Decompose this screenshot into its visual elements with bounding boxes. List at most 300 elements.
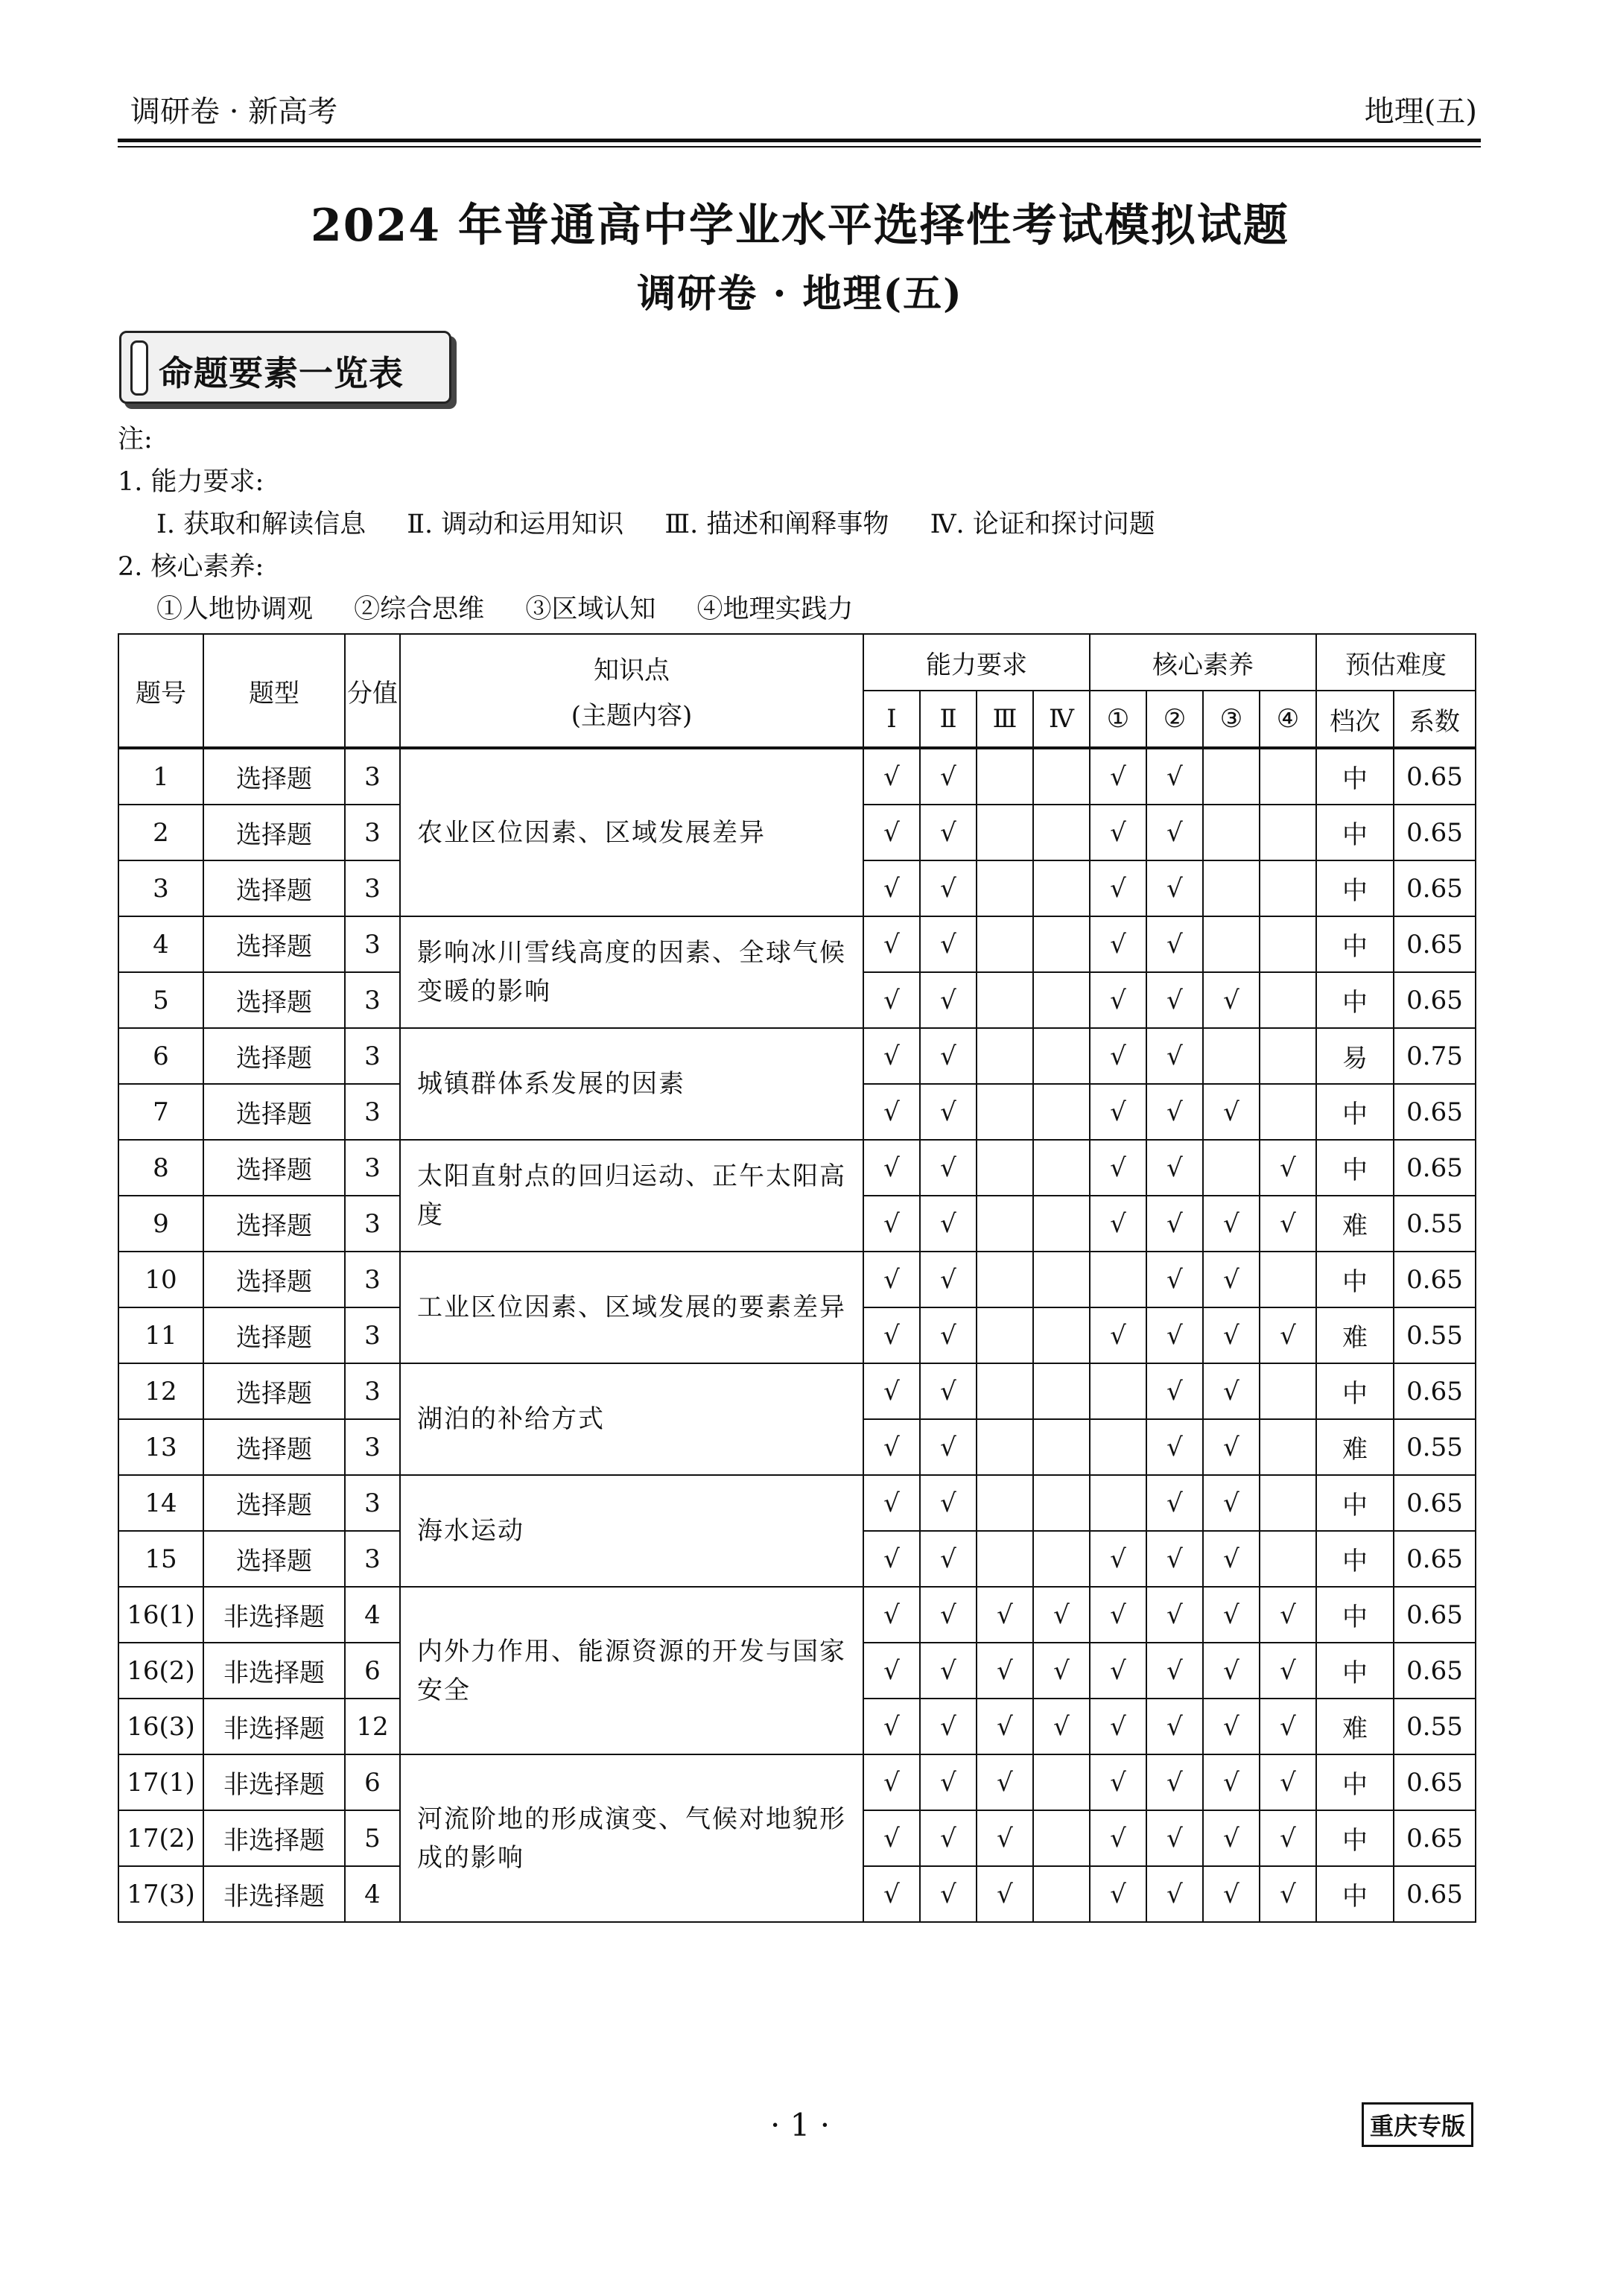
- cell-level: 难: [1316, 1307, 1394, 1363]
- cell-ability-check: √: [920, 916, 977, 972]
- cell-coef: 0.65: [1394, 1531, 1476, 1587]
- cell-literacy-check: √: [1146, 1866, 1203, 1922]
- cell-no: 9: [118, 1196, 203, 1252]
- cell-coef: 0.55: [1394, 1307, 1476, 1363]
- cell-topic: 农业区位因素、区域发展差异: [400, 748, 863, 916]
- cell-ability-check: [1033, 1866, 1090, 1922]
- cell-coef: 0.55: [1394, 1196, 1476, 1252]
- ability-list: [118, 504, 1481, 546]
- cell-coef: 0.65: [1394, 1866, 1476, 1922]
- cell-ability-check: √: [920, 1475, 977, 1531]
- cell-score: 4: [345, 1866, 400, 1922]
- cell-ability-check: √: [863, 1754, 920, 1810]
- cell-literacy-check: √: [1146, 1643, 1203, 1699]
- cell-literacy-check: √: [1260, 1307, 1316, 1363]
- cell-type: 选择题: [203, 1252, 345, 1307]
- cell-literacy-check: √: [1146, 1699, 1203, 1754]
- cell-no: 3: [118, 860, 203, 916]
- cell-ability-check: √: [863, 748, 920, 805]
- cell-coef: 0.65: [1394, 916, 1476, 972]
- cell-ability-check: √: [863, 805, 920, 860]
- cell-coef: 0.65: [1394, 805, 1476, 860]
- page-number: · 1 ·: [769, 2107, 831, 2143]
- cell-no: 17(3): [118, 1866, 203, 1922]
- cell-ability-check: [1033, 1419, 1090, 1475]
- cell-literacy-check: [1203, 916, 1260, 972]
- cell-level: 中: [1316, 860, 1394, 916]
- cell-ability-check: [1033, 805, 1090, 860]
- header-subject: 地理(五): [1364, 95, 1477, 129]
- cell-ability-check: [977, 805, 1033, 860]
- cell-literacy-check: [1260, 1084, 1316, 1140]
- cell-literacy-check: √: [1146, 1307, 1203, 1363]
- header-literacy-col: ①: [1090, 691, 1146, 748]
- table-row: [118, 1587, 1476, 1643]
- cell-ability-check: [1033, 1307, 1090, 1363]
- cell-score: 3: [345, 1419, 400, 1475]
- cell-literacy-check: √: [1090, 805, 1146, 860]
- cell-literacy-check: √: [1146, 1810, 1203, 1866]
- ability-item: Ⅰ. 获取和解读信息: [156, 510, 366, 539]
- cell-literacy-check: [1090, 1252, 1146, 1307]
- cell-level: 中: [1316, 1754, 1394, 1810]
- cell-level: 中: [1316, 748, 1394, 805]
- cell-literacy-check: √: [1146, 916, 1203, 972]
- cell-type: 非选择题: [203, 1587, 345, 1643]
- header-score: 分值: [345, 634, 400, 748]
- header-rule-thin: [118, 146, 1481, 148]
- cell-ability-check: [1033, 1028, 1090, 1084]
- cell-literacy-check: [1203, 1140, 1260, 1196]
- cell-no: 8: [118, 1140, 203, 1196]
- table-row: [118, 1028, 1476, 1084]
- cell-ability-check: [1033, 916, 1090, 972]
- cell-ability-check: √: [977, 1866, 1033, 1922]
- cell-literacy-check: [1203, 748, 1260, 805]
- cell-ability-check: [1033, 1363, 1090, 1419]
- table-row: [118, 1252, 1476, 1307]
- cell-literacy-check: √: [1203, 1084, 1260, 1140]
- cell-level: 中: [1316, 916, 1394, 972]
- cell-literacy-check: √: [1146, 1196, 1203, 1252]
- table-row: [118, 1140, 1476, 1196]
- cell-literacy-check: [1260, 1028, 1316, 1084]
- cell-no: 17(1): [118, 1754, 203, 1810]
- table-row: [118, 748, 1476, 805]
- table-row: [118, 1363, 1476, 1419]
- cell-ability-check: √: [863, 1643, 920, 1699]
- cell-ability-check: √: [863, 1475, 920, 1531]
- cell-type: 选择题: [203, 1419, 345, 1475]
- cell-literacy-check: [1203, 1028, 1260, 1084]
- cell-ability-check: √: [863, 1699, 920, 1754]
- page-title: 2024 年普通高中学业水平选择性考试模拟试题: [311, 200, 1289, 252]
- ability-item: Ⅱ. 调动和运用知识: [407, 510, 624, 539]
- cell-topic: 河流阶地的形成演变、气候对地貌形成的影响: [400, 1754, 863, 1922]
- header-difficulty: 预估难度: [1316, 634, 1476, 691]
- cell-ability-check: √: [920, 1643, 977, 1699]
- cell-ability-check: √: [863, 1252, 920, 1307]
- cell-type: 选择题: [203, 748, 345, 805]
- header-no: 题号: [118, 634, 203, 748]
- cell-literacy-check: √: [1203, 1419, 1260, 1475]
- cell-literacy-check: √: [1090, 1810, 1146, 1866]
- cell-ability-check: √: [920, 1084, 977, 1140]
- cell-literacy-check: √: [1203, 972, 1260, 1028]
- cell-ability-check: [977, 1307, 1033, 1363]
- cell-literacy-check: √: [1146, 748, 1203, 805]
- cell-type: 非选择题: [203, 1810, 345, 1866]
- cell-type: 选择题: [203, 1196, 345, 1252]
- cell-level: 中: [1316, 972, 1394, 1028]
- cell-score: 12: [345, 1699, 400, 1754]
- cell-coef: 0.65: [1394, 860, 1476, 916]
- cell-literacy-check: √: [1203, 1699, 1260, 1754]
- literacy-item: ②综合思维: [354, 594, 485, 624]
- cell-literacy-check: [1090, 1419, 1146, 1475]
- cell-literacy-check: √: [1090, 1754, 1146, 1810]
- cell-type: 选择题: [203, 1140, 345, 1196]
- cell-topic: 湖泊的补给方式: [400, 1363, 863, 1475]
- header-topic-sub: (主题内容): [571, 701, 693, 731]
- cell-type: 非选择题: [203, 1754, 345, 1810]
- cell-score: 3: [345, 805, 400, 860]
- cell-literacy-check: √: [1203, 1866, 1260, 1922]
- cell-literacy-check: [1090, 1475, 1146, 1531]
- cell-level: 中: [1316, 1866, 1394, 1922]
- cell-no: 14: [118, 1475, 203, 1531]
- cell-type: 选择题: [203, 1531, 345, 1587]
- cell-literacy-check: √: [1203, 1531, 1260, 1587]
- cell-ability-check: [977, 860, 1033, 916]
- cell-topic: 工业区位因素、区域发展的要素差异: [400, 1252, 863, 1363]
- cell-literacy-check: √: [1090, 1140, 1146, 1196]
- cell-type: 选择题: [203, 972, 345, 1028]
- cell-ability-check: √: [920, 1307, 977, 1363]
- cell-level: 中: [1316, 805, 1394, 860]
- cell-coef: 0.65: [1394, 1810, 1476, 1866]
- cell-ability-check: √: [920, 1587, 977, 1643]
- cell-literacy-check: [1260, 860, 1316, 916]
- cell-literacy-check: [1260, 748, 1316, 805]
- cell-coef: 0.65: [1394, 1754, 1476, 1810]
- cell-literacy-check: √: [1146, 972, 1203, 1028]
- cell-ability-check: √: [977, 1699, 1033, 1754]
- cell-coef: 0.65: [1394, 972, 1476, 1028]
- literacy-item: ④地理实践力: [696, 594, 854, 624]
- cell-ability-check: √: [920, 860, 977, 916]
- cell-literacy-check: √: [1260, 1810, 1316, 1866]
- cell-literacy-check: √: [1146, 1140, 1203, 1196]
- cell-no: 4: [118, 916, 203, 972]
- table-row: [118, 1754, 1476, 1810]
- cell-ability-check: [1033, 1531, 1090, 1587]
- cell-ability-check: √: [1033, 1643, 1090, 1699]
- cell-topic: 海水运动: [400, 1475, 863, 1587]
- cell-ability-check: [1033, 1810, 1090, 1866]
- cell-literacy-check: √: [1090, 1587, 1146, 1643]
- cell-ability-check: [1033, 860, 1090, 916]
- cell-ability-check: √: [920, 1810, 977, 1866]
- page-subtitle: 调研卷 · 地理(五): [637, 271, 963, 317]
- cell-literacy-check: √: [1146, 1419, 1203, 1475]
- section-banner: [119, 331, 451, 404]
- cell-literacy-check: [1260, 916, 1316, 972]
- cell-ability-check: √: [863, 1866, 920, 1922]
- cell-literacy-check: √: [1203, 1587, 1260, 1643]
- cell-ability-check: √: [920, 1252, 977, 1307]
- cell-ability-check: √: [863, 1084, 920, 1140]
- cell-coef: 0.65: [1394, 1643, 1476, 1699]
- cell-ability-check: √: [1033, 1699, 1090, 1754]
- cell-literacy-check: √: [1203, 1307, 1260, 1363]
- cell-ability-check: √: [920, 972, 977, 1028]
- literacy-item: ①人地协调观: [156, 594, 314, 624]
- cell-ability-check: [1033, 1084, 1090, 1140]
- cell-literacy-check: [1260, 1419, 1316, 1475]
- cell-level: 难: [1316, 1699, 1394, 1754]
- cell-no: 16(3): [118, 1699, 203, 1754]
- cell-ability-check: √: [863, 860, 920, 916]
- cell-level: 中: [1316, 1810, 1394, 1866]
- cell-no: 1: [118, 748, 203, 805]
- cell-literacy-check: √: [1090, 1866, 1146, 1922]
- cell-literacy-check: [1260, 1475, 1316, 1531]
- cell-level: 中: [1316, 1531, 1394, 1587]
- cell-level: 中: [1316, 1140, 1394, 1196]
- cell-no: 10: [118, 1252, 203, 1307]
- cell-level: 中: [1316, 1363, 1394, 1419]
- cell-level: 难: [1316, 1196, 1394, 1252]
- cell-ability-check: √: [920, 1028, 977, 1084]
- cell-literacy-check: √: [1090, 1084, 1146, 1140]
- cell-ability-check: [977, 1475, 1033, 1531]
- cell-ability-check: [977, 916, 1033, 972]
- cell-ability-check: √: [920, 1531, 977, 1587]
- cell-type: 选择题: [203, 1307, 345, 1363]
- cell-coef: 0.65: [1394, 1084, 1476, 1140]
- cell-level: 中: [1316, 1475, 1394, 1531]
- cell-literacy-check: √: [1260, 1754, 1316, 1810]
- cell-ability-check: √: [863, 1140, 920, 1196]
- table-row: [118, 1475, 1476, 1531]
- cell-no: 13: [118, 1419, 203, 1475]
- cell-ability-check: [977, 1140, 1033, 1196]
- cell-coef: 0.65: [1394, 1587, 1476, 1643]
- cell-ability-check: √: [920, 1419, 977, 1475]
- cell-coef: 0.65: [1394, 1363, 1476, 1419]
- cell-ability-check: [977, 1419, 1033, 1475]
- cell-ability-check: [977, 972, 1033, 1028]
- cell-ability-check: [977, 748, 1033, 805]
- ability-title: 1. 能力要求:: [118, 467, 264, 497]
- cell-ability-check: √: [863, 1810, 920, 1866]
- cell-ability-check: √: [977, 1754, 1033, 1810]
- cell-no: 16(2): [118, 1643, 203, 1699]
- cell-literacy-check: √: [1260, 1587, 1316, 1643]
- cell-literacy-check: √: [1090, 860, 1146, 916]
- header-literacy-col: ②: [1146, 691, 1203, 748]
- cell-score: 3: [345, 1531, 400, 1587]
- header-ability-col: Ⅰ: [863, 691, 920, 748]
- cell-literacy-check: [1260, 1363, 1316, 1419]
- header-literacy-col: ④: [1260, 691, 1316, 748]
- cell-literacy-check: [1260, 805, 1316, 860]
- cell-score: 3: [345, 1307, 400, 1363]
- cell-literacy-check: √: [1090, 972, 1146, 1028]
- cell-level: 中: [1316, 1643, 1394, 1699]
- cell-ability-check: √: [863, 1196, 920, 1252]
- cell-coef: 0.55: [1394, 1419, 1476, 1475]
- cell-literacy-check: √: [1260, 1643, 1316, 1699]
- cell-no: 2: [118, 805, 203, 860]
- cell-ability-check: [977, 1196, 1033, 1252]
- cell-type: 选择题: [203, 1475, 345, 1531]
- cell-score: 6: [345, 1643, 400, 1699]
- cell-literacy-check: [1260, 972, 1316, 1028]
- cell-ability-check: [1033, 972, 1090, 1028]
- cell-ability-check: √: [977, 1587, 1033, 1643]
- cell-type: 选择题: [203, 805, 345, 860]
- cell-score: 3: [345, 1084, 400, 1140]
- table-row: [118, 916, 1476, 972]
- cell-literacy-check: [1203, 860, 1260, 916]
- cell-topic: 城镇群体系发展的因素: [400, 1028, 863, 1140]
- header-series: 调研卷 · 新高考: [130, 95, 338, 129]
- cell-ability-check: [977, 1363, 1033, 1419]
- cell-coef: 0.75: [1394, 1028, 1476, 1084]
- cell-literacy-check: √: [1203, 1810, 1260, 1866]
- cell-ability-check: [1033, 748, 1090, 805]
- cell-ability-check: [1033, 1754, 1090, 1810]
- cell-type: 选择题: [203, 860, 345, 916]
- cell-literacy-check: √: [1146, 860, 1203, 916]
- cell-type: 非选择题: [203, 1866, 345, 1922]
- cell-type: 选择题: [203, 1084, 345, 1140]
- cell-ability-check: [1033, 1475, 1090, 1531]
- cell-ability-check: √: [920, 1699, 977, 1754]
- cell-score: 3: [345, 1140, 400, 1196]
- cell-literacy-check: [1260, 1531, 1316, 1587]
- cell-score: 3: [345, 916, 400, 972]
- cell-score: 3: [345, 1363, 400, 1419]
- cell-ability-check: [977, 1531, 1033, 1587]
- cell-no: 11: [118, 1307, 203, 1363]
- cell-literacy-check: √: [1146, 1587, 1203, 1643]
- cell-no: 15: [118, 1531, 203, 1587]
- cell-score: 3: [345, 748, 400, 805]
- cell-ability-check: [1033, 1140, 1090, 1196]
- cell-ability-check: √: [863, 1363, 920, 1419]
- cell-literacy-check: √: [1090, 1196, 1146, 1252]
- cell-literacy-check: √: [1090, 916, 1146, 972]
- cell-literacy-check: √: [1090, 1531, 1146, 1587]
- cell-ability-check: √: [920, 1866, 977, 1922]
- cell-type: 选择题: [203, 1028, 345, 1084]
- cell-no: 16(1): [118, 1587, 203, 1643]
- section-banner-label: 命题要素一览表: [159, 353, 404, 393]
- cell-ability-check: √: [977, 1810, 1033, 1866]
- cell-ability-check: √: [920, 1363, 977, 1419]
- cell-ability-check: √: [1033, 1587, 1090, 1643]
- notes-label: 注:: [118, 425, 153, 454]
- cell-level: 中: [1316, 1084, 1394, 1140]
- cell-type: 选择题: [203, 916, 345, 972]
- cell-literacy-check: √: [1146, 1363, 1203, 1419]
- table-body: [118, 748, 1476, 1922]
- cell-literacy-check: √: [1260, 1866, 1316, 1922]
- cell-score: 5: [345, 1810, 400, 1866]
- header-literacy-col: ③: [1203, 691, 1260, 748]
- cell-literacy-check: √: [1146, 1754, 1203, 1810]
- requirements-table: [118, 633, 1476, 1923]
- cell-no: 5: [118, 972, 203, 1028]
- cell-literacy-check: √: [1146, 1084, 1203, 1140]
- header-ability: 能力要求: [863, 634, 1090, 691]
- cell-literacy-check: √: [1146, 1252, 1203, 1307]
- cell-literacy-check: √: [1146, 805, 1203, 860]
- edition-badge: 重庆专版: [1362, 2102, 1473, 2147]
- header-rule: [118, 139, 1481, 142]
- cell-ability-check: √: [920, 805, 977, 860]
- cell-score: 3: [345, 1252, 400, 1307]
- cell-literacy-check: [1260, 1252, 1316, 1307]
- cell-ability-check: [977, 1252, 1033, 1307]
- cell-literacy-check: [1203, 805, 1260, 860]
- cell-type: 选择题: [203, 1363, 345, 1419]
- cell-ability-check: √: [863, 1587, 920, 1643]
- cell-no: 7: [118, 1084, 203, 1140]
- cell-literacy-check: √: [1146, 1028, 1203, 1084]
- cell-ability-check: √: [920, 748, 977, 805]
- cell-score: 6: [345, 1754, 400, 1810]
- cell-literacy-check: √: [1090, 1028, 1146, 1084]
- cell-type: 非选择题: [203, 1643, 345, 1699]
- cell-ability-check: √: [977, 1643, 1033, 1699]
- cell-score: 3: [345, 972, 400, 1028]
- header-literacy: 核心素养: [1090, 634, 1316, 691]
- cell-ability-check: √: [863, 972, 920, 1028]
- header-ability-col: Ⅱ: [920, 691, 977, 748]
- cell-literacy-check: √: [1203, 1252, 1260, 1307]
- cell-score: 3: [345, 1475, 400, 1531]
- cell-literacy-check: √: [1203, 1754, 1260, 1810]
- cell-level: 中: [1316, 1252, 1394, 1307]
- cell-topic: 太阳直射点的回归运动、正午太阳高度: [400, 1140, 863, 1252]
- cell-literacy-check: √: [1090, 1699, 1146, 1754]
- cell-ability-check: √: [863, 916, 920, 972]
- cell-ability-check: √: [920, 1196, 977, 1252]
- header-ability-col: Ⅲ: [977, 691, 1033, 748]
- cell-literacy-check: √: [1260, 1699, 1316, 1754]
- cell-ability-check: [1033, 1252, 1090, 1307]
- cell-ability-check: √: [863, 1419, 920, 1475]
- cell-literacy-check: √: [1203, 1363, 1260, 1419]
- cell-level: 易: [1316, 1028, 1394, 1084]
- cell-score: 3: [345, 1028, 400, 1084]
- header-topic: [400, 634, 863, 748]
- cell-type: 非选择题: [203, 1699, 345, 1754]
- cell-literacy-check: √: [1203, 1643, 1260, 1699]
- cell-level: 中: [1316, 1587, 1394, 1643]
- cell-level: 难: [1316, 1419, 1394, 1475]
- ability-item: Ⅳ. 论证和探讨问题: [930, 510, 1155, 539]
- cell-no: 17(2): [118, 1810, 203, 1866]
- cell-coef: 0.65: [1394, 1252, 1476, 1307]
- ability-item: Ⅲ. 描述和阐释事物: [664, 510, 889, 539]
- header-topic-label: 知识点: [594, 656, 670, 685]
- literacy-title: 2. 核心素养:: [118, 552, 264, 582]
